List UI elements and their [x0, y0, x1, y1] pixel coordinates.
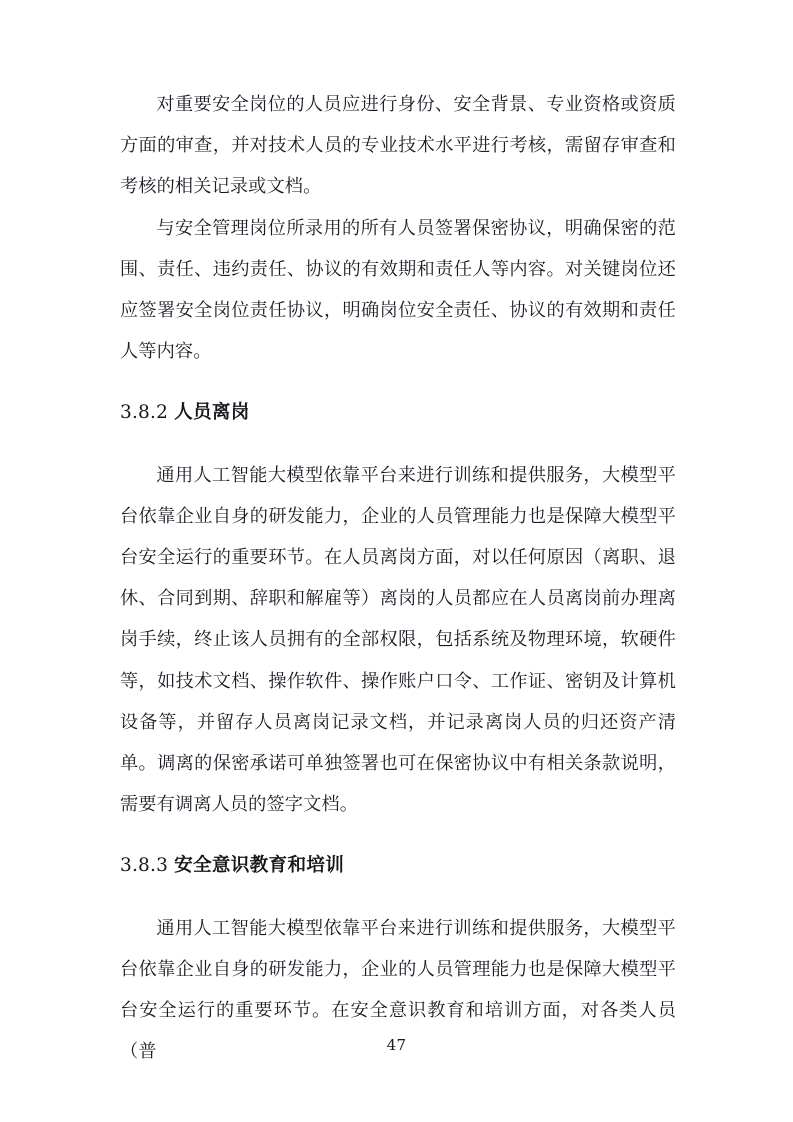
heading-3-8-2 [120, 392, 676, 433]
heading-3-8-2-number: 3.8.2 [120, 402, 169, 424]
page-number: 47 [386, 1036, 407, 1054]
paragraph-personnel-departure: 通用人工智能大模型依靠平台来进行训练和提供服务，大模型平台依靠企业自身的研发能力，企业的人员管理能力也是保障大模型平台安全运行的重要环节。在人员离岗方面，对以任何原因（离职、退休、合同到期、辞职和解雇等）离岗的人员都应在人员离岗前办理离岗手续，终止该人员拥有的全部权限，包括系统及物理环境，软硬件等，如技术文档、操作软件、操作账户口令、工作证、密钥及计算机设备等，并留存人员离岗记录文档，并记录离岗人员的归还资产清单。调离的保密承诺可单独签署也可在保密协议中有相关条款说明，需要有调离人员的签字文档。 [120, 464, 676, 816]
spacer-after-heading-3-8-3 [120, 887, 676, 908]
spacer-before-heading-3-8-3 [120, 825, 676, 845]
heading-3-8-3 [120, 845, 676, 886]
heading-3-8-2-title: 人员离岗 [174, 402, 250, 424]
spacer-after-heading-3-8-2 [120, 434, 676, 455]
paragraph-security-post-vetting: 对重要安全岗位的人员应进行身份、安全背景、专业资格或资质方面的审查，并对技术人员的专业技术水平进行考核，需留存审查和考核的相关记录或文档。 [120, 94, 676, 198]
heading-3-8-3-number: 3.8.3 [120, 855, 169, 877]
spacer-before-heading-3-8-2 [120, 372, 676, 392]
page-content [120, 84, 676, 1072]
paragraph-confidentiality-agreement: 与安全管理岗位所录用的所有人员签署保密协议，明确保密的范围、责任、违约责任、协议的有效期和责任人等内容。对关键岗位还应签署安全岗位责任协议，明确岗位安全责任、协议的有效期和责任人等内容。 [120, 217, 676, 363]
paragraph-security-awareness-training: 通用人工智能大模型依靠平台来进行训练和提供服务，大模型平台依靠企业自身的研发能力，企业的人员管理能力也是保障大模型平台安全运行的重要环节。在安全意识教育和培训方面，对各类人员（普 [120, 917, 676, 1063]
heading-3-8-3-title: 安全意识教育和培训 [174, 855, 345, 877]
